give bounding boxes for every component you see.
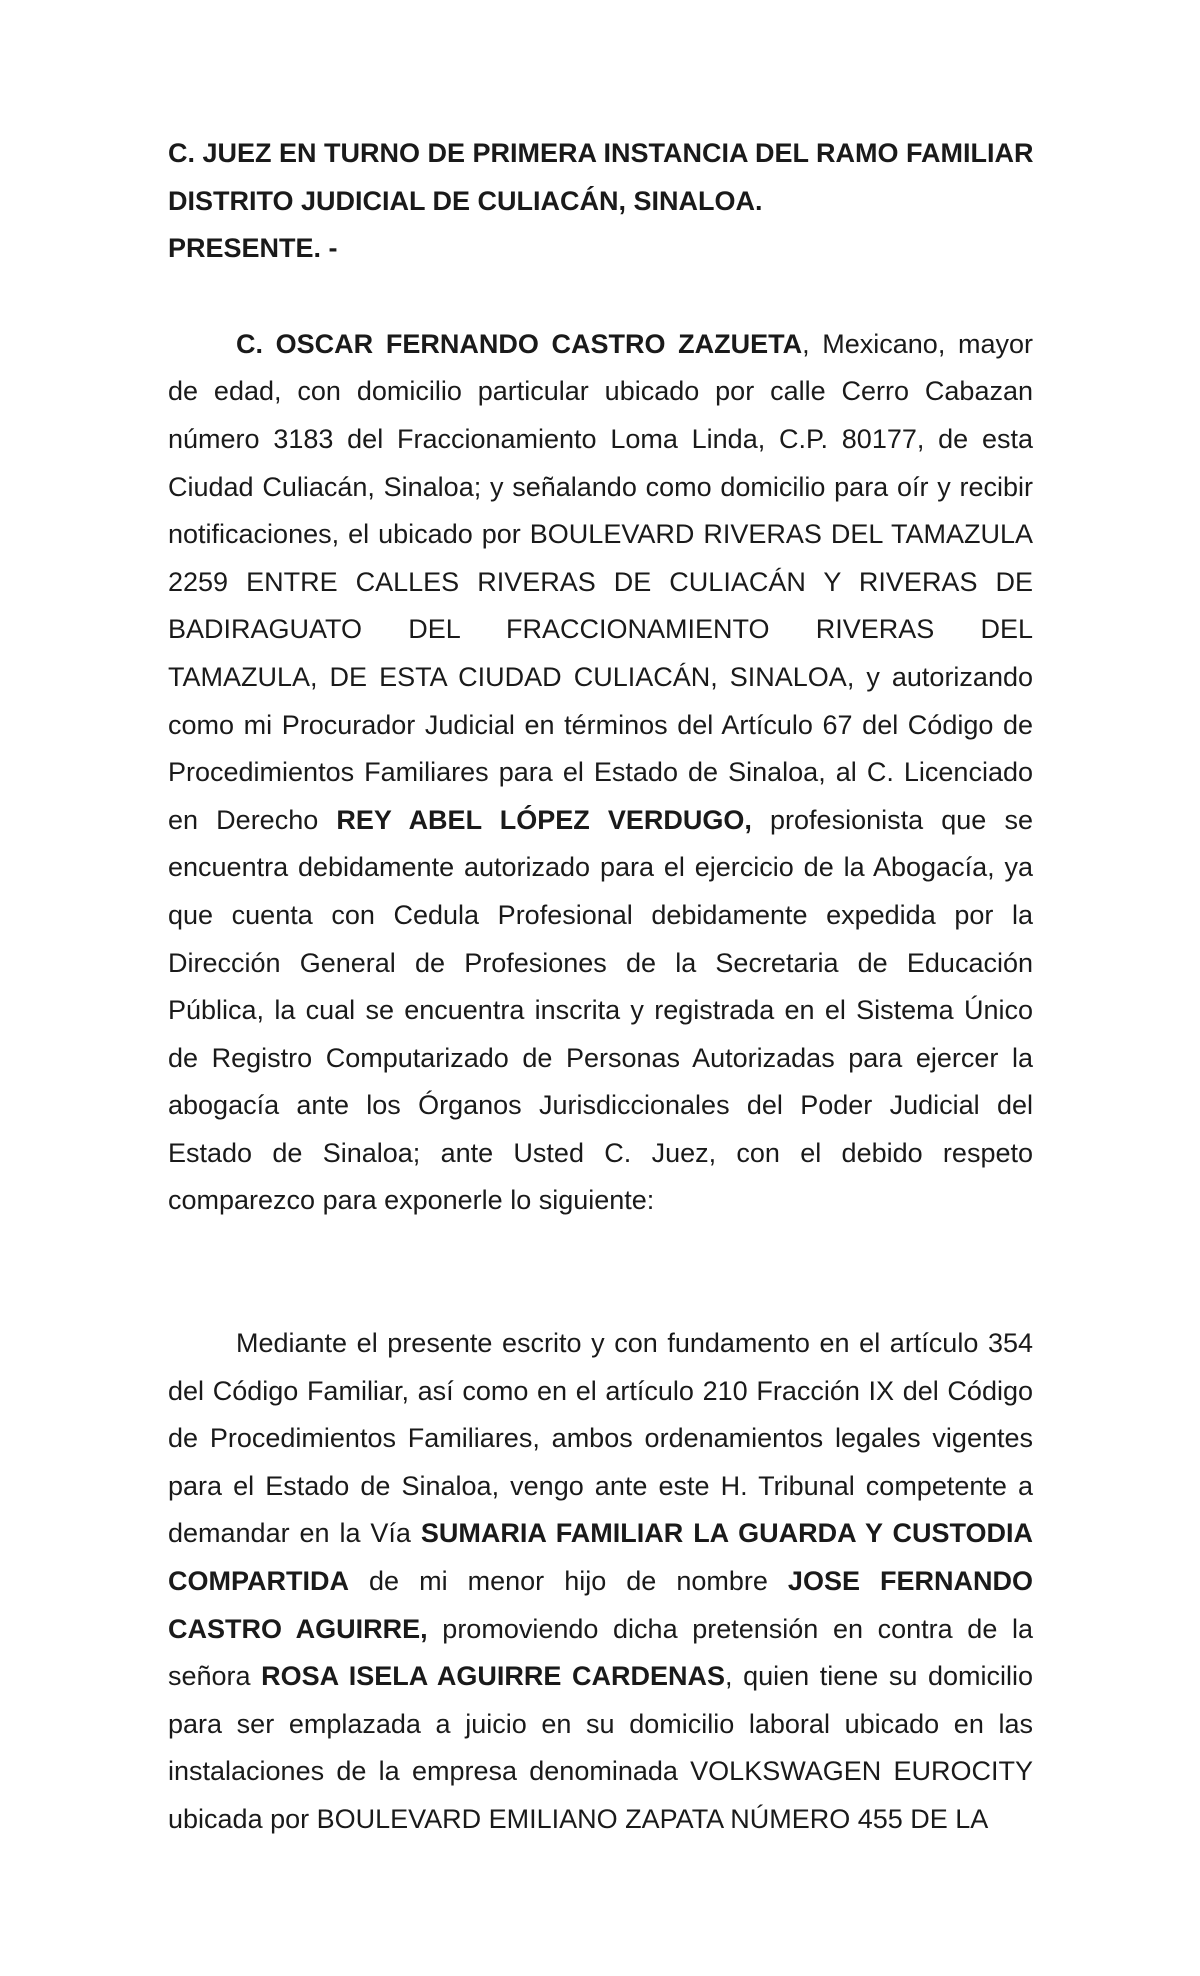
document-body xyxy=(168,130,1033,1844)
petition-text-2: de mi menor hijo de nombre xyxy=(348,1566,788,1597)
child-name: JOSE FERNANDO CASTRO AGUIRRE, xyxy=(168,1566,1033,1644)
addressee-line-presente: PRESENTE. - xyxy=(168,233,338,264)
plaintiff-name: C. OSCAR FERNANDO CASTRO ZAZUETA xyxy=(236,328,803,359)
introduction-text-2: profesionista que se encuentra debidamente autorizado para el ejercicio de la Abogacía, ya que cuenta con Cedula Profesional debidamente expedida por la Dirección General de Profesiones de la Secretaria de Educación Pública, la cual se encuentra inscrita y registrada en el Sistema Único de Registro Computarizado de Personas Autorizadas para ejercer la abogacía ante los Órganos Jurisdiccionales del Poder Judicial del Estado de Sinaloa; ante Usted C. Juez, con el debido respeto comparezco para exponerle lo siguiente: xyxy=(168,804,1033,1216)
introduction-text-1: , Mexicano, mayor de edad, con domicilio particular ubicado por calle Cerro Cabazan número 3183 del Fraccionamiento Loma Linda, C.P. 80177, de esta Ciudad Culiacán, Sinaloa; y señalando como domicilio para oír y recibir notificaciones, el ubicado por BOULEVARD RIVERAS DEL TAMAZULA 2259 ENTRE CALLES RIVERAS DE CULIACÁN Y RIVERAS DE BADIRAGUATO DEL FRACCIONAMIENTO RIVERAS DEL TAMAZULA, DE ESTA CIUDAD CULIACÁN, SINALOA, y autorizando como mi Procurador Judicial en términos del Artículo 67 del Código de Procedimientos Familiares para el Estado de Sinaloa, al C. Licenciado en Derecho xyxy=(168,328,1033,835)
addressee-line-judge: C. JUEZ EN TURNO DE PRIMERA INSTANCIA DEL RAMO FAMILIAR xyxy=(168,138,1034,168)
defendant-name: ROSA ISELA AGUIRRE CARDENAS xyxy=(261,1661,725,1692)
petition-text-4: , quien tiene su domicilio para ser emplazada a juicio en su domicilio laboral ubicado en las instalaciones de la empresa denominada VOLKSWAGEN EUROCITY ubicada por BOULEVARD EMILIANO ZAPATA NÚMERO 455 DE LA xyxy=(168,1661,1034,1834)
petition-claim: SUMARIA FAMILIAR LA GUARDA Y CUSTODIA COMPARTIDA xyxy=(168,1518,1033,1597)
addressee-line-district: DISTRITO JUDICIAL DE CULIACÁN, SINALOA. xyxy=(168,185,763,216)
petition-text-3: promoviendo dicha pretensión en contra de la señora xyxy=(168,1613,1033,1692)
petition-text-1: Mediante el presente escrito y con fundamento en el artículo 354 del Código Familiar, así como en el artículo 210 Fracción IX del Código de Procedimientos Familiares, ambos ordenamientos legales vigentes para el Estado de Sinaloa, vengo ante este H. Tribunal competente a demandar en la Vía xyxy=(168,1328,1033,1549)
paragraph-introduction xyxy=(168,321,1033,1225)
addressee-header xyxy=(168,130,1033,273)
paragraph-petition xyxy=(168,1320,1033,1844)
lawyer-name: REY ABEL LÓPEZ VERDUGO, xyxy=(336,804,752,835)
